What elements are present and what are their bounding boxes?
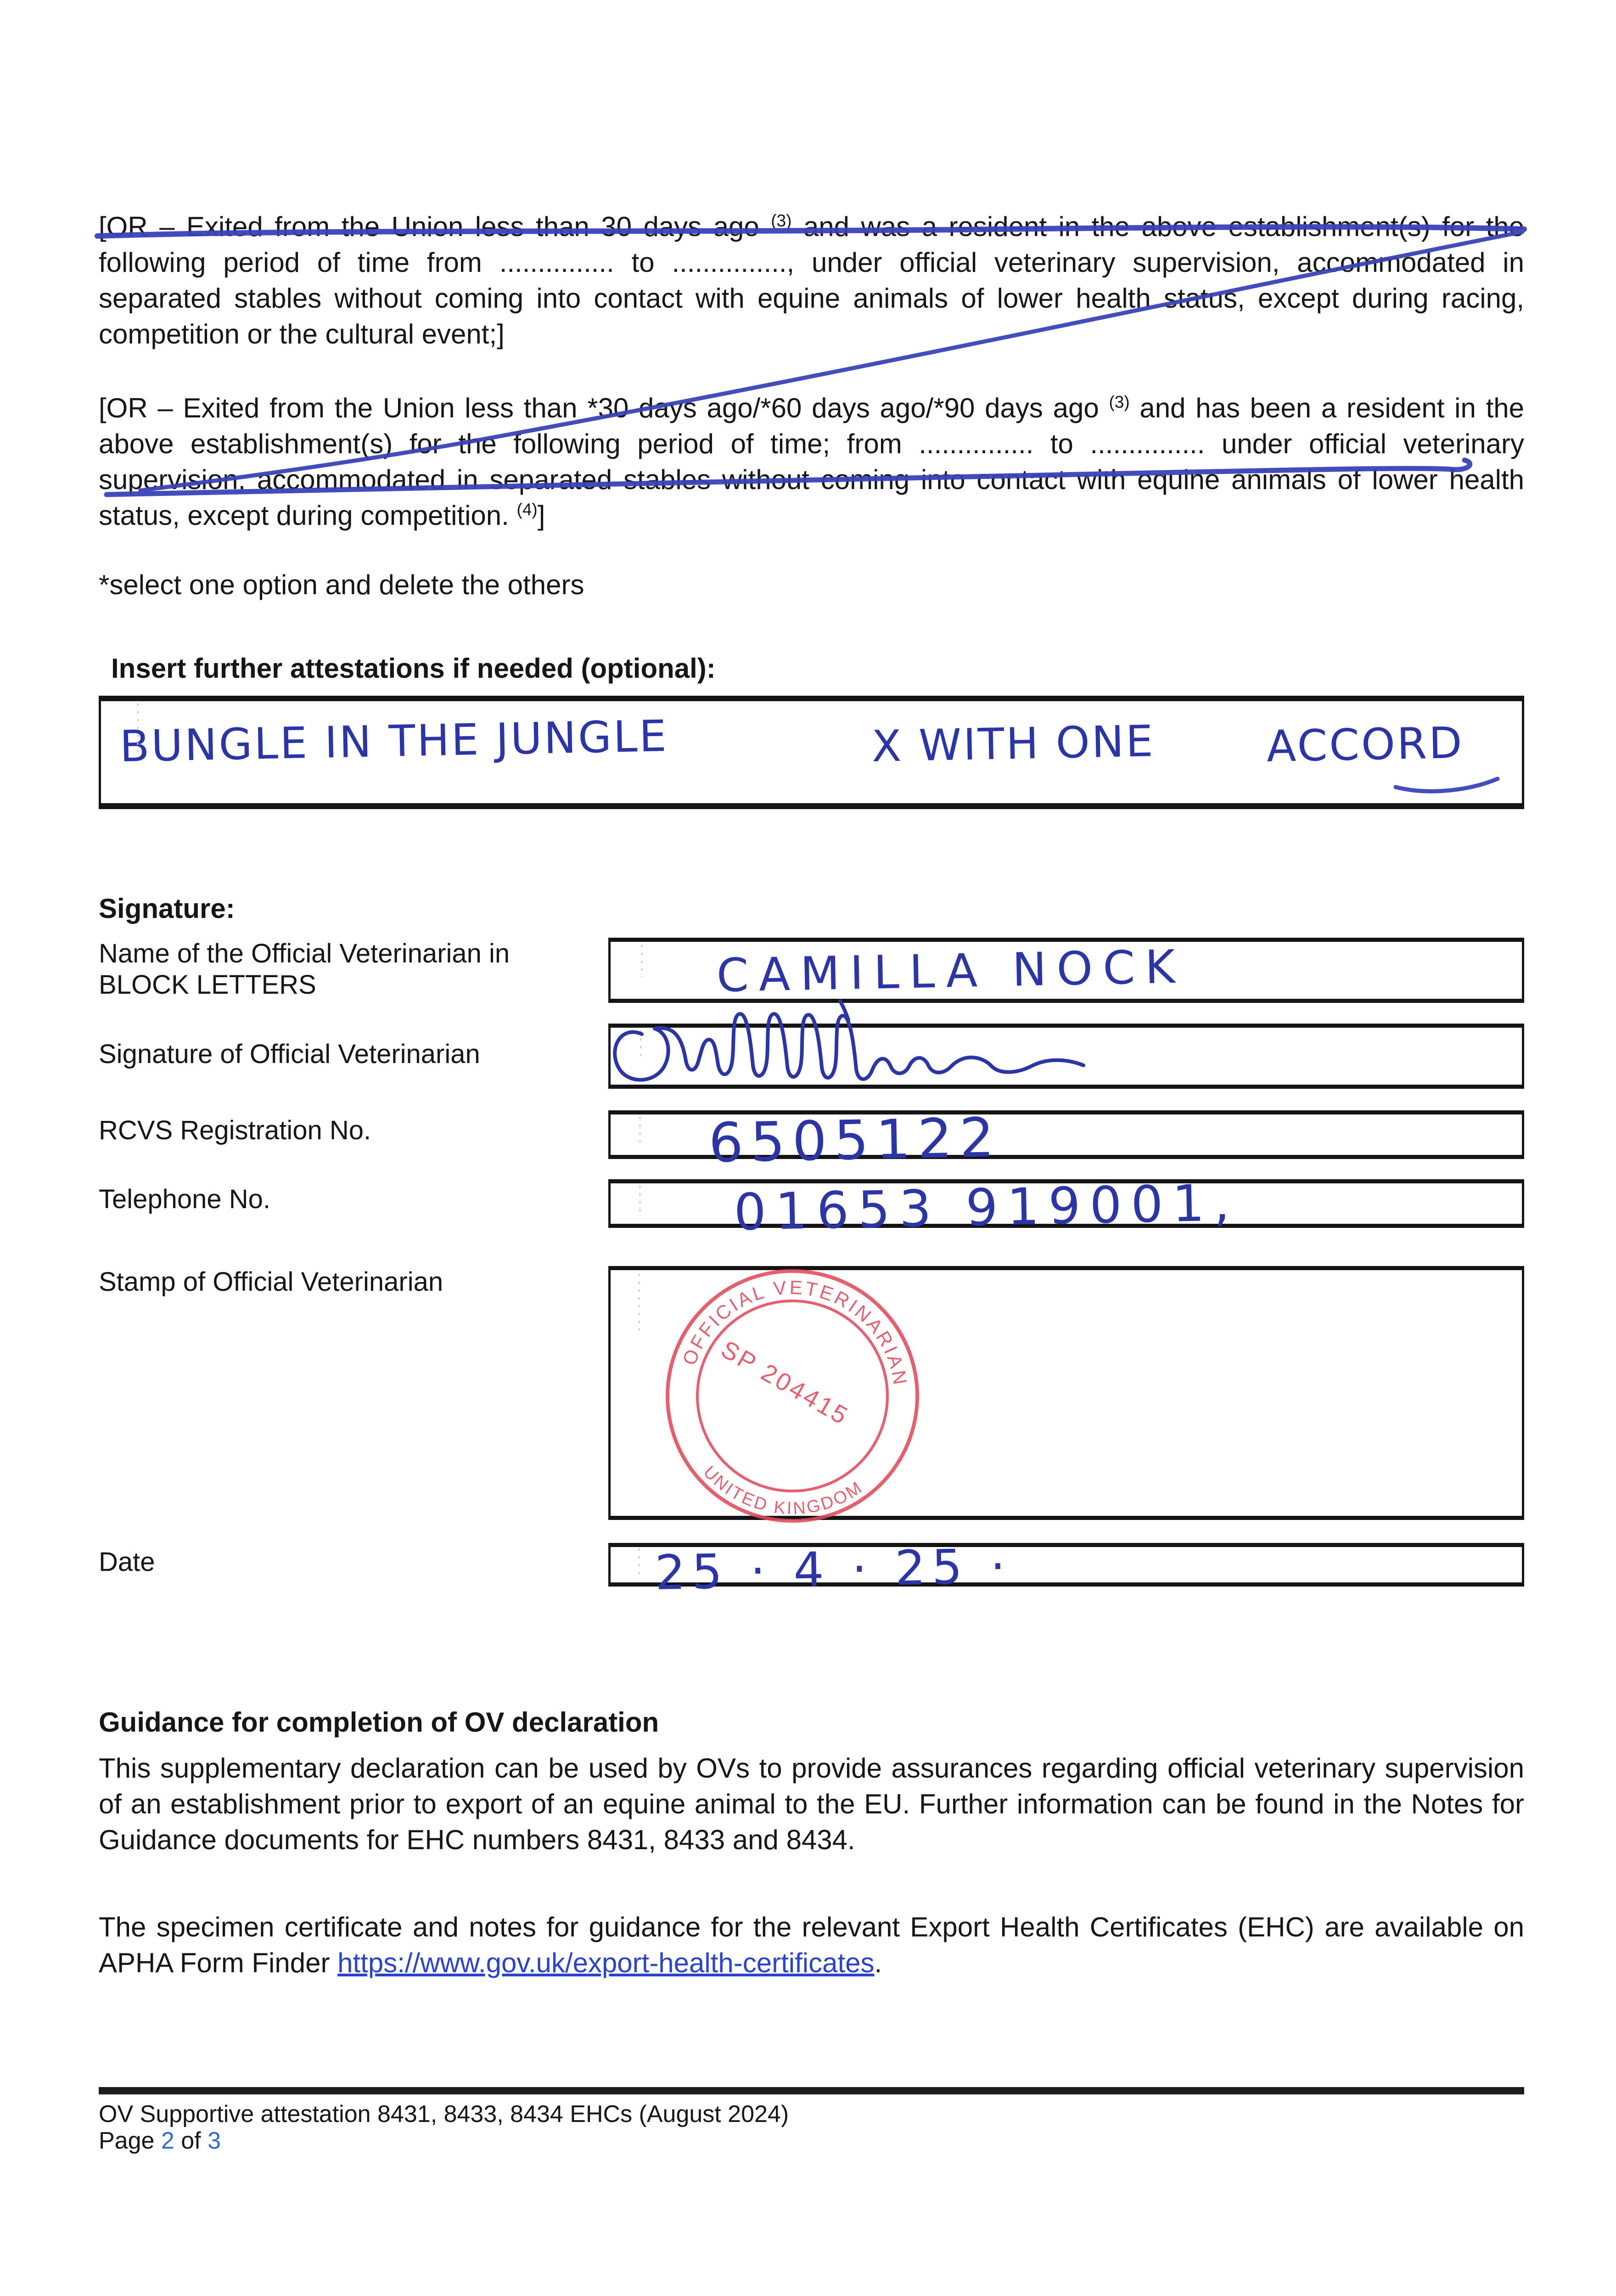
date-label: Date xyxy=(99,1547,155,1577)
rcvs-handwriting: 6505122 xyxy=(708,1105,1002,1175)
stamp-label: Stamp of Official Veterinarian xyxy=(99,1267,443,1297)
name-handwriting: CAMILLA NOCK xyxy=(716,940,1186,1002)
guidance-heading: Guidance for completion of OV declaration xyxy=(99,1707,659,1738)
attestation-handwriting: ACCORD xyxy=(1266,718,1464,772)
footnote-ref-4: (4) xyxy=(516,500,538,519)
apha-form-finder-link[interactable]: https://www.gov.uk/export-health-certificates xyxy=(337,1947,875,1978)
stamp-code-text: SP 204415 xyxy=(716,1335,854,1431)
telephone-label: Telephone No. xyxy=(99,1184,271,1214)
footnote-ref-3: (3) xyxy=(771,211,792,230)
stamp-arc-bottom-text: UNITED KINGDOM xyxy=(699,1462,867,1519)
rcvs-label: RCVS Registration No. xyxy=(99,1115,371,1145)
clause-text: and was a resident in the above establishment(s) for the following period of time from ............... to ..............., under official veterinary supervision, accommodated in separated stables without coming into contact with equine animals of lower health status, except during racing, competition or the cultural event;] xyxy=(99,211,1524,349)
guidance-text: The specimen certificate and notes for guidance for the relevant Export Health Certificates (EHC) are available on APHA Form Finder xyxy=(99,1912,1524,1978)
footer-title: OV Supportive attestation 8431, 8433, 8434 EHCs (August 2024) xyxy=(99,2101,789,2127)
page-word: Page xyxy=(99,2127,161,2154)
signature-label: Signature of Official Veterinarian xyxy=(99,1039,480,1069)
of-word: of xyxy=(174,2127,208,2154)
date-handwriting: 25 · 4 · 25 · xyxy=(654,1538,1013,1601)
stamp-arc-top-text: OFFICIAL VETERINARIAN xyxy=(678,1276,912,1389)
page-total-number: 3 xyxy=(208,2127,221,2154)
clause-exited-30-days xyxy=(99,209,1524,352)
signature-field-box xyxy=(608,1024,1524,1089)
select-option-note: *select one option and delete the others xyxy=(99,569,584,600)
name-label: Name of the Official Veterinarian in BLOCK LETTERS xyxy=(99,939,510,1000)
clause-text: [OR – Exited from the Union less than 30 days ago xyxy=(99,211,771,242)
footnote-ref-3: (3) xyxy=(1109,393,1130,411)
guidance-paragraph-1: This supplementary declaration can be used by OVs to provide assurances regarding official veterinary supervision of an establishment prior to export of an equine animal to the EU. Further information can be found in the Notes for Guidance documents for EHC numbers 8431, 8433 and 8434. xyxy=(99,1753,1524,1855)
clause-text: ] xyxy=(537,500,545,531)
guidance-text: . xyxy=(874,1947,882,1978)
guidance-paragraph-2 xyxy=(99,1909,1524,1981)
signature-heading: Signature: xyxy=(99,893,235,924)
stamp-field-box xyxy=(608,1266,1524,1520)
clause-text: [OR – Exited from the Union less than *30 days ago/*60 days ago/*90 days ago xyxy=(99,393,1109,423)
telephone-handwriting: 01653 919001, xyxy=(733,1173,1240,1242)
footer-page-indicator xyxy=(99,2127,221,2155)
attestation-handwriting: X WITH ONE xyxy=(871,716,1156,772)
clause-exited-30-60-90-days xyxy=(99,390,1524,534)
page-current-number: 2 xyxy=(161,2127,174,2154)
clause-text: and has been a resident in the above establishment(s) for the following period of time; from ............... to ............... under official veterinary supervision, accommodated in separated stables without coming into contact with equine animals of lower health status, except during competition. xyxy=(99,393,1524,531)
attestation-handwriting: BUNGLE IN THE JUNGLE xyxy=(119,711,669,772)
footer-rule xyxy=(99,2087,1524,2094)
further-attestations-heading: Insert further attestations if needed (optional): xyxy=(111,653,716,684)
